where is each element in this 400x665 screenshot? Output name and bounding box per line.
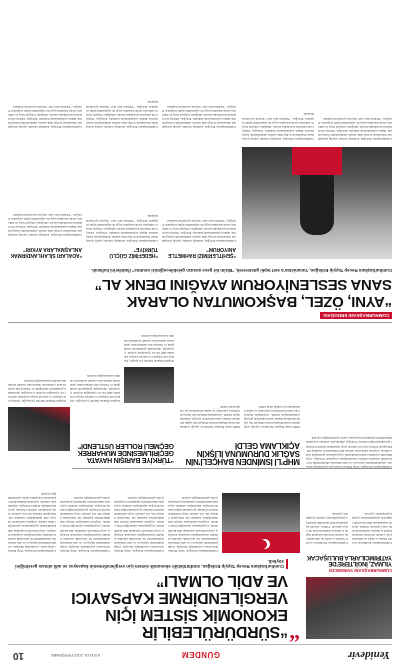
right-story-headline: “TÜRKİYE BARIŞIN HAYATA GEÇİRİLMESİNDE MUHARREK GEÇMELİ ROLLER ÜSTLENDİ” xyxy=(77,442,174,463)
main-body-col3: Cumhurbaşkanı Erdoğan, Vergi Haftası dolayısıyla yayımladığı mesajda, vergilendirmenin kapsayıcı ve adil olmasının sürdürülebilir bir ekonomik sistemin temelini oluşturduğunu vurguladı. Erdoğan, vergi bilincinin toplumun tüm kesimlerinde yaygınlaşması gerektiğini ifade ederek, vergisini zamanında ödeyen tüm mükelleflere teşekkür etti. Mesajında Türkiye’nin son yıllarda vergi sisteminde önemli reformlar gerçekleştirdiğini belirten Erdoğan, dijitalleşme adımları sayesinde mükelleflerin işlemlerini kolaylıkla yerine getirebildiğini söyledi. xyxy=(60,495,110,553)
side-story-headline: YILMAZ, İNGİLTERE’DE YATIRIMCILARLA BULUŞACAK xyxy=(306,553,392,567)
bottom-body-col2: Cumhurbaşkanı Erdoğan, katıldığı törende yaptığı konuşmada Yunanistan’ın Ege’deki adaları silahlandırma faaliyetlerine ilişkin açıklamalarda bulundu. Erdoğan, Türkiye’nin haklarını korumakta kararlı olduğunu, bölgede barış ve istikrarın ancak karşılıklı saygı ile sağlanabileceğini vurguladı. Erdoğan, “Tarihten ders alın” diyerek uyarılarda bulundu. xyxy=(86,214,158,243)
bottom-body-col7: Cumhurbaşkanı Erdoğan, katıldığı törende yaptığı konuşmada Yunanistan’ın Ege’deki adaları silahlandırma faaliyetlerine ilişkin açıklamalarda bulundu. Erdoğan, Türkiye’nin haklarını korumakta kararlı olduğunu, bölgede barış ve istikrarın ancak karşılıklı saygı ile sağlanabileceğini vurguladı. Erdoğan, “Tarihten ders alın” diyerek uyarılarda bulundu. xyxy=(86,100,158,129)
main-headline-line1: “SÜRDÜRÜLEBİLİR xyxy=(142,623,288,640)
main-headline-line2: EKONOMİK SİSTEM İÇİN xyxy=(105,606,288,623)
side-story-body: Cumhurbaşkanı Yardımcısı Cevdet Yılmaz, Londra’da düzenlenecek yatırım zirvesine katılarak İngiliz iş dünyası temsilcileriyle bir araya gelecek. Yılmaz, ziyareti kapsamında ikili ekonomik ilişkilerin geliştirilmesine yönelik görüşmeler yapacak. xyxy=(352,512,392,545)
main-body-col1: Cumhurbaşkanı Erdoğan, Vergi Haftası dolayısıyla yayımladığı mesajda, vergilendirmenin kapsayıcı ve adil olmasının sürdürülebilir bir ekonomik sistemin temelini oluşturduğunu vurguladı. Erdoğan, vergi bilincinin toplumun tüm kesimlerinde yaygınlaşması gerektiğini ifade ederek, vergisini zamanında ödeyen tüm mükelleflere teşekkür etti. Mesajında Türkiye’nin son yıllarda vergi sisteminde önemli reformlar gerçekleştirdiğini belirten Erdoğan, dijitalleşme adımları sayesinde mükelleflerin işlemlerini kolaylıkla yerine getirebildiğini söyledi. xyxy=(168,495,218,553)
side-story-photo xyxy=(306,577,392,639)
bottom-photo-lectern xyxy=(292,147,342,175)
bottom-body-col4: Cumhurbaşkanı Erdoğan, katıldığı törende yaptığı konuşmada Yunanistan’ın Ege’deki adaları silahlandırma faaliyetlerine ilişkin açıklamalarda bulundu. Erdoğan, Türkiye’nin haklarını korumakta kararlı olduğunu, bölgede barış ve istikrarın ancak karşılıklı saygı ile sağlanabileceğini vurguladı. Erdoğan, “Tarihten ders alın” diyerek uyarılarda bulundu. xyxy=(318,116,392,141)
bottom-lead: Cumhurbaşkanı Recep Tayyip Erdoğan, Yunanistan’a sert tepki göstererek, “Bizim bir gece ansızın gelebileceğimizi unutma” ifadelerini kullandı. xyxy=(91,268,392,273)
center-photo-crescent-cutout xyxy=(258,540,267,549)
main-lead-rule xyxy=(286,559,288,569)
main-headline-line4: VE ADİL OLMALI” xyxy=(156,572,288,589)
main-body-col2: Cumhurbaşkanı Erdoğan, Vergi Haftası dolayısıyla yayımladığı mesajda, vergilendirmenin kapsayıcı ve adil olmasının sürdürülebilir bir ekonomik sistemin temelini oluşturduğunu vurguladı. Erdoğan, vergi bilincinin toplumun tüm kesimlerinde yaygınlaşması gerektiğini ifade ederek, vergisini zamanında ödeyen tüm mükelleflere teşekkür etti. Mesajında Türkiye’nin son yıllarda vergi sisteminde önemli reformlar gerçekleştirdiğini belirten Erdoğan, dijitalleşme adımları sayesinde mükelleflerin işlemlerini kolaylıkla yerine getirebildiğini söyledi. xyxy=(114,495,164,553)
right-story-body-2: Dışişleri Bakanı Mevlüt Çavuşoğlu, Türkiye’nin bölgesel ve küresel barışın tesisinde aktif bir rol oynadığını söyledi. Çavuşoğlu, diplomatik girişimlerin sürdüğünü ve Türkiye’nin arabuluculuk çabalarının uluslararası toplum tarafından takdirle karşılandığını belirtti. xyxy=(8,378,66,403)
bottom-body-col8: Cumhurbaşkanı Erdoğan, katıldığı törende yaptığı konuşmada Yunanistan’ın Ege’deki adaları silahlandırma faaliyetlerine ilişkin açıklamalarda bulundu. Erdoğan, Türkiye’nin haklarını korumakta kararlı olduğunu, bölgede barış ve istikrarın ancak karşılıklı saygı ile sağlanabileceğini vurguladı. Erdoğan, “Tarihten ders alın” diyerek uyarılarda bulundu. xyxy=(8,104,82,129)
center-story-body-1: MHP Genel Başkan Yardımcısı yaptığı açıklamada Genel Başkan Devlet Bahçeli’nin sağlık durumuna ilişkin çıkan haberlerin gerçeği yansıtmadığını belirtti. Açıklamada Bahçeli’nin rutin kontrollerini yaptırdığı ve sağlık durumunun iyi olduğu ifade edildi. xyxy=(244,404,300,429)
bottom-body-col1: Cumhurbaşkanı Erdoğan, katıldığı törende yaptığı konuşmada Yunanistan’ın Ege’deki adaları silahlandırma faaliyetlerine ilişkin açıklamalarda bulundu. Erdoğan, Türkiye’nin haklarını korumakta kararlı olduğunu, bölgede barış ve istikrarın ancak karşılıklı saygı ile sağlanabileceğini vurguladı. Erdoğan, “Tarihten ders alın” diyerek uyarılarda bulundu. xyxy=(162,218,236,243)
main-lead: Cumhurbaşkanı Recep Tayyip Erdoğan, sürdürülebilir ekonomik sistem için vergilendirmenin kapsayıcı ve adil olması gerektiğini söyledi. xyxy=(15,559,284,569)
bottom-body-col5: Cumhurbaşkanı Erdoğan, katıldığı törende yaptığı konuşmada Yunanistan’ın Ege’deki adaları silahlandırma faaliyetlerine ilişkin açıklamalarda bulundu. Erdoğan, Türkiye’nin haklarını korumakta kararlı olduğunu, bölgede barış ve istikrarın ancak karşılıklı saygı ile sağlanabileceğini vurguladı. Erdoğan, “Tarihten ders alın” diyerek uyarılarda bulundu. xyxy=(242,112,314,141)
bottom-body-col3: Cumhurbaşkanı Erdoğan, katıldığı törende yaptığı konuşmada Yunanistan’ın Ege’deki adaları silahlandırma faaliyetlerine ilişkin açıklamalarda bulundu. Erdoğan, Türkiye’nin haklarını korumakta kararlı olduğunu, bölgede barış ve istikrarın ancak karşılıklı saygı ile sağlanabileceğini vurguladı. Erdoğan, “Tarihten ders alın” diyerek uyarılarda bulundu. xyxy=(8,212,82,237)
main-headline-line3: VERGİLENDİRME KAPSAYICI xyxy=(71,589,288,606)
bottom-story-kicker: CUMHURBAŞKANI ERDOĞAN: xyxy=(320,312,392,319)
bottom-subhead-3: “ADALARI SİLAHLANDIRMAK ANLAŞMALARA AYKIRI” xyxy=(10,246,82,258)
bottom-headline-line1: “AYNI, ÖZEL, BAŞKOMUTAN OLARAK xyxy=(126,293,392,310)
main-story-photo xyxy=(8,407,70,451)
center-story-headline: MHP’Lİ İSMİNDEN BAHÇELİ’NİN SAĞLIK DURUMUNA İLİŞKİN AÇIKLAMA GELDİ xyxy=(185,441,300,466)
bottom-body-col6: Cumhurbaşkanı Erdoğan, katıldığı törende yaptığı konuşmada Yunanistan’ın Ege’deki adaları silahlandırma faaliyetlerine ilişkin açıklamalarda bulundu. Erdoğan, Türkiye’nin haklarını korumakta kararlı olduğunu, bölgede barış ve istikrarın ancak karşılıklı saygı ile sağlanabileceğini vurguladı. Erdoğan, “Tarihten ders alın” diyerek uyarılarda bulundu. xyxy=(162,104,236,129)
bottom-subhead-1: “ŞEHİTLERİMİZİ RAHMETLE ANIYORUM” xyxy=(168,246,236,258)
bottom-headline-line2: SANA SESLENİYORUM AYAĞINI DENK AL” xyxy=(94,276,392,293)
bottom-subhead-2: “HEDEFİMİZ GÜÇLÜ TÜRKİYE” xyxy=(109,246,158,258)
side-story-body-2: Cumhurbaşkanı Yardımcısı Cevdet Yılmaz, Londra’da düzenlenecek yatırım zirvesine katılarak İngiliz iş dünyası temsilcileriyle bir araya gelecek. Yılmaz, ziyareti kapsamında ikili ekonomik ilişkilerin geliştirilmesine yönelik görüşmeler yapacak. xyxy=(306,512,348,545)
divider-bottom xyxy=(8,322,392,323)
right-story-body-3: Dışişleri Bakanı Mevlüt Çavuşoğlu, Türkiye’nin bölgesel ve küresel barışın tesisinde aktif bir rol oynadığını söyledi. Çavuşoğlu, diplomatik girişimlerin sürdüğünü ve Türkiye’nin arabuluculuk çabalarının uluslararası toplum tarafından takdirle karşılandığını belirtti. xyxy=(124,334,174,363)
left-column-body: Cumhurbaşkanı Erdoğan, Vergi Haftası dolayısıyla yayımladığı mesajda, vergilendirmenin kapsayıcı ve adil olmasının sürdürülebilir bir ekonomik sistemin temelini oluşturduğunu vurguladı. Erdoğan, vergi bilincinin toplumun tüm kesimlerinde yaygınlaşması gerektiğini ifade ederek, vergisini zamanında ödeyen tüm mükelleflere teşekkür etti. Mesajında Türkiye’nin son yıllarda vergi sisteminde önemli reformlar gerçekleştirdiğini belirten Erdoğan, dijitalleşme adımları sayesinde mükelleflerin işlemlerini kolaylıkla yerine getirebildiğini söyledi. xyxy=(306,436,392,469)
section-label: GÜNDEM xyxy=(181,650,220,659)
headline-quote-mark: “ xyxy=(289,622,300,647)
right-story-photo xyxy=(124,367,174,403)
side-story-kicker: CUMHURBAŞKANI YARDIMCISI xyxy=(328,568,392,573)
newspaper-logo: Yenidevir xyxy=(347,649,390,661)
page-number: 10 xyxy=(12,650,24,661)
dateline: 8 EYLÜL 2022 PERŞEMBE xyxy=(50,653,100,658)
main-body-col4: Cumhurbaşkanı Erdoğan, Vergi Haftası dolayısıyla yayımladığı mesajda, vergilendirmenin kapsayıcı ve adil olmasının sürdürülebilir bir ekonomik sistemin temelini oluşturduğunu vurguladı. Erdoğan, vergi bilincinin toplumun tüm kesimlerinde yaygınlaşması gerektiğini ifade ederek, vergisini zamanında ödeyen tüm mükelleflere teşekkür etti. Mesajında Türkiye’nin son yıllarda vergi sisteminde önemli reformlar gerçekleştirdiğini belirten Erdoğan, dijitalleşme adımları sayesinde mükelleflerin işlemlerini kolaylıkla yerine getirebildiğini söyledi. xyxy=(8,491,56,553)
center-story-body-2: MHP Genel Başkan Yardımcısı yaptığı açıklamada Genel Başkan Devlet Bahçeli’nin sağlık durumuna ilişkin çıkan haberlerin gerçeği yansıtmadığını belirtti. Açıklamada Bahçeli’nin rutin kontrollerini yaptırdığı ve sağlık durumunun iyi olduğu ifade edildi. xyxy=(180,404,240,429)
right-story-body-1: Dışişleri Bakanı Mevlüt Çavuşoğlu, Türkiye’nin bölgesel ve küresel barışın tesisinde aktif bir rol oynadığını söyledi. Çavuşoğlu, diplomatik girişimlerin sürdüğünü ve Türkiye’nin arabuluculuk çabalarının uluslararası toplum tarafından takdirle karşılandığını belirtti. xyxy=(70,374,120,403)
